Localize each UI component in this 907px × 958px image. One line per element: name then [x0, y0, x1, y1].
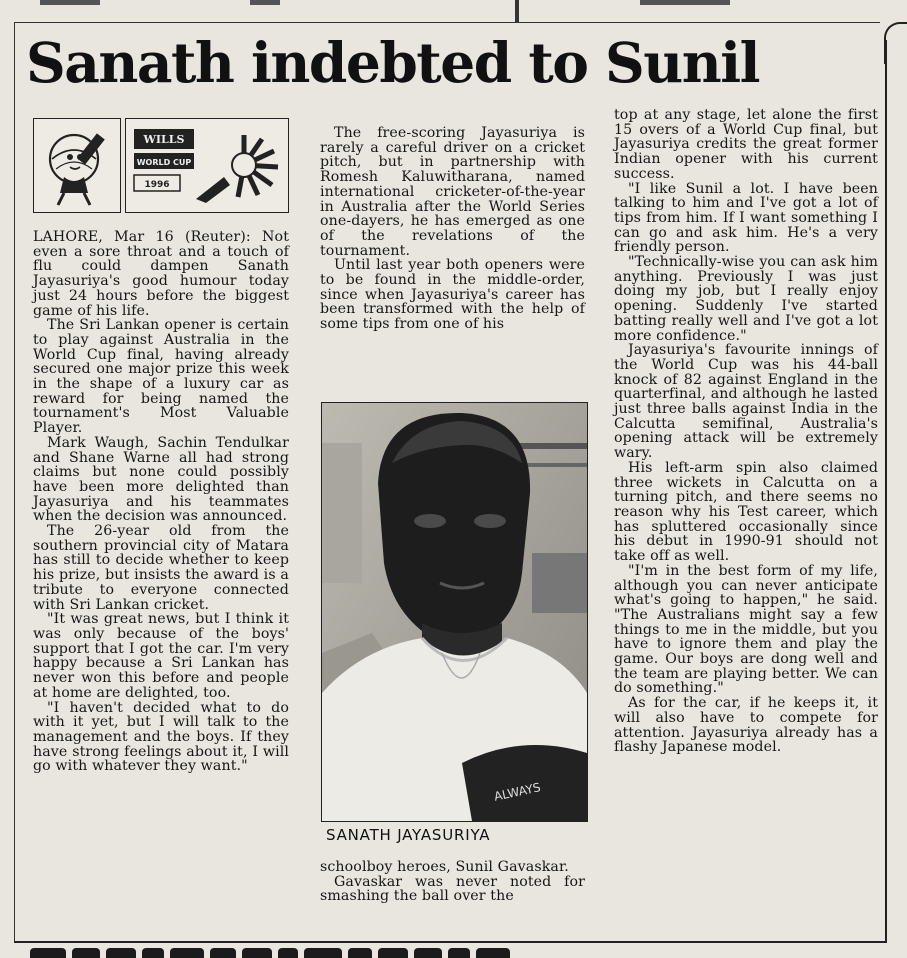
article-border-bottom	[14, 941, 887, 943]
paragraph: "I like Sunil a lot. I have been talking to him and I've got a lot of tips from him. If I want something I can go and ask him. He's a very friendly person.	[614, 180, 878, 256]
article-border-left	[14, 22, 15, 942]
adjacent-box-corner	[884, 22, 907, 64]
paragraph: "It was great news, but I think it was only because of the boys' support that I got the car. I'm very happy because a Sri Lankan has never won this before and people at home are delighted, too.	[33, 611, 289, 701]
paragraph: "I'm in the best form of my life, although you can never anticipate what's going to happen," he said. "The Australians might say a few things to me in the middle, but you have to ignore them and play the game. Our boys are dong well and the team are playing better. We can do something."	[614, 562, 878, 697]
paragraph: Gavaskar was never noted for smashing the ball over the	[320, 873, 585, 905]
article-column-1	[33, 230, 289, 774]
logo-world-cup-text: WORLD CUP	[136, 158, 192, 167]
paragraph: Jayasuriya's favourite innings of the World Cup was his 44-ball knock of 82 against England in the quarterfinal, and although he lasted just three balls against India in the Calcutta semifinal, Australia's opening attack will be extremely wary.	[614, 342, 878, 462]
article-border-top	[14, 22, 880, 23]
paragraph: Mark Waugh, Sachin Tendulkar and Shane Warne all had strong claims but none could possibly have been more delighted than Jayasuriya and his teammates when the decision was announced.	[33, 434, 289, 525]
paragraph: "I haven't decided what to do with it yet, but I will talk to the management and the boys. If they have strong feelings about it, I will go with whatever they want."	[33, 699, 289, 775]
next-headline-cut-edge	[30, 947, 670, 958]
player-photo	[321, 402, 588, 822]
article-column-2-bottom	[320, 860, 585, 904]
wills-world-cup-logo	[125, 118, 289, 213]
paragraph: As for the car, if he keeps it, it will also have to compete for attention. Jayasuriya already has a flashy Japanese model.	[614, 695, 878, 756]
cricketer-mascot-icon	[34, 119, 120, 212]
paragraph: His left-arm spin also claimed three wickets in Calcutta on a turning pitch, and there seems no reason why his Test career, which has spluttered occasionally since his debut in 1990-91 should not take off as well.	[614, 459, 878, 565]
article-column-3	[614, 108, 878, 755]
paragraph: "Technically-wise you can ask him anything. Previously I was just doing my job, but I really enjoy opening. Suddenly I've started batting really well and I've got a lot more confidence."	[614, 254, 878, 344]
cricketer-mascot-logo	[33, 118, 121, 213]
logo-year-text: 1996	[144, 180, 170, 190]
article-column-2-top	[320, 126, 585, 332]
logo-wills-text: WILLS	[143, 133, 185, 146]
svg-text:ALWAYS: ALWAYS	[492, 780, 542, 804]
article-headline: Sanath indebted to Sunil	[26, 30, 760, 95]
previous-article-cut-edge	[0, 0, 907, 6]
paragraph: LAHORE, Mar 16 (Reuter): Not even a sore throat and a touch of flu could dampen Sanath Jayasuriya's good humour today just 24 hours before the biggest game of his life.	[33, 229, 289, 319]
article-border-right	[885, 40, 887, 942]
paragraph: The 26-year old from the southern provincial city of Matara has still to decide whether to keep his prize, but insists the award is a tribute to everyone connected with Sri Lankan cricket.	[33, 523, 289, 613]
paragraph: Until last year both openers were to be found in the middle-order, since when Jayasuriya's career has been transformed with the help of some tips from one of his	[320, 257, 585, 333]
paragraph: The Sri Lankan opener is certain to play against Australia in the World Cup final, having already secured one major prize this week in the shape of a luxury car as reward for being named the tournament's Most Valuable Player.	[33, 317, 289, 437]
paragraph: The free-scoring Jayasuriya is rarely a careful driver on a cricket pitch, but in partnership with Romesh Kaluwitharana, named international cricketer-of-the-year in Australia after the World Series one-dayers, he has emerged as one of the revelations of the tournament.	[320, 125, 585, 259]
paragraph: schoolboy heroes, Sunil Gavaskar.	[320, 859, 569, 875]
photo-caption: SANATH JAYASURIYA	[326, 826, 491, 844]
paragraph: top at any stage, let alone the first 15 overs of a World Cup final, but Jayasuriya credits the great former Indian opener with his current success.	[614, 107, 878, 182]
